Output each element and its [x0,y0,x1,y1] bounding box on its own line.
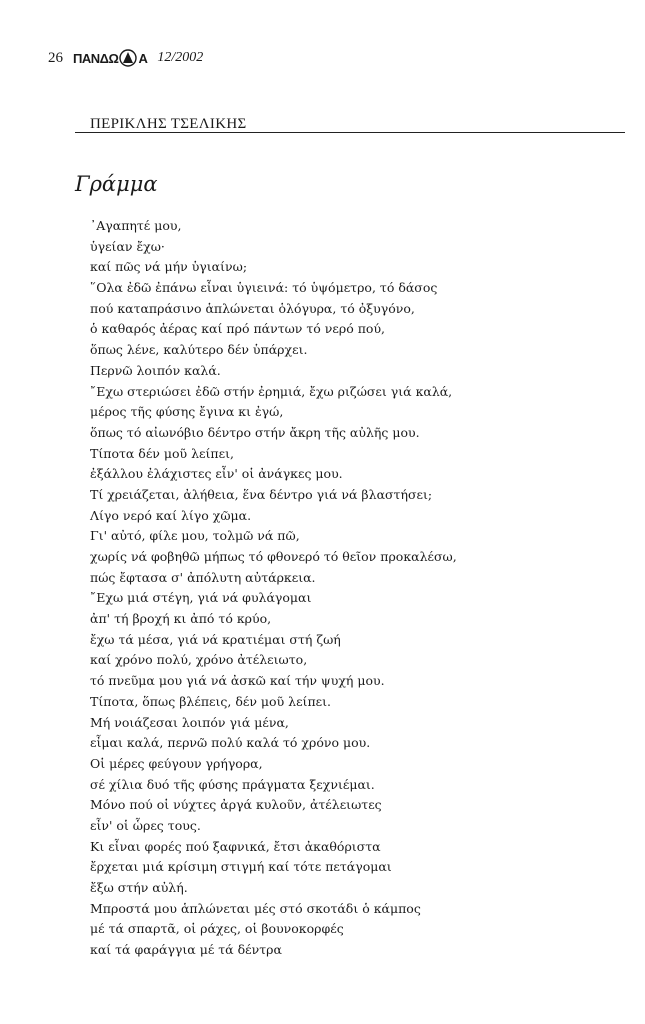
poem-line: ῎Εχω στεριώσει ἐδῶ στήν ἐρημιά, ἔχω ριζώσει γιά καλά, [90,383,453,399]
poem-line: ᾿Αγαπητέ μου, [90,218,182,233]
poem-title: Γράμμα [75,172,158,196]
author-name: ΠΕΡΙΚΛΗΣ ΤΣΕΛΙΚΗΣ [90,116,247,132]
logo-text-right: Α [138,50,148,66]
poem-line: ἔρχεται μιά κρίσιμη στιγμή καί τότε πετάγομαι [90,859,392,875]
poem-line: Λίγο νερό καί λίγο χῶμα. [90,507,252,523]
magazine-logo [73,49,147,67]
poem-line: Μπροστά μου ἁπλώνεται μές στό σκοτάδι ὁ κάμπος [90,900,421,916]
page-number: 26 [48,49,63,66]
poem-line: μέ τά σπαρτᾶ, οἱ ράχες, οἱ βουνοκορφές [90,921,344,937]
poem-line: ῞Ολα ἐδῶ ἐπάνω εἶναι ὑγιεινά: τό ὑψόμετρο, τό δάσος [90,280,438,296]
poem-line: τό πνεῦμα μου γιά νά ἀσκῶ καί τήν ψυχή μου. [90,673,385,689]
poem-line: Τίποτα δέν μοῦ λείπει, [90,445,234,461]
issue-date: 12/2002 [157,50,204,65]
poem-line: σέ χίλια δυό τῆς φύσης πράγματα ξεχνιέμαι. [90,776,375,792]
poem-line: χωρίς νά φοβηθῶ μήπως τό φθονερό τό θεῖον προκαλέσω, [90,549,457,564]
logo-text-left: ΠΑΝΔΩ [73,50,119,66]
poem-line: ἐξάλλου ἐλάχιστες εἶν' οἱ ἀνάγκες μου. [90,466,343,482]
poem-line: Τί χρειάζεται, ἀλήθεια, ἕνα δέντρο γιά νά βλαστήσει; [90,486,433,502]
header-rule [75,132,625,133]
poem-line: ἔχω τά μέσα, γιά νά κρατιέμαι στή ζωή [90,631,341,647]
poem-line: Μόνο πού οἱ νύχτες ἀργά κυλοῦν, ἀτέλειωτες [90,797,382,813]
poem-line: ὁ καθαρός ἀέρας καί πρό πάντων τό νερό πού, [90,321,386,337]
poem-line: ῎Εχω μιά στέγη, γιά νά φυλάγομαι [90,590,312,606]
poem-line: Γι' αὐτό, φίλε μου, τολμῶ νά πῶ, [90,528,300,544]
poem-line: Κι εἶναι φορές πού ξαφνικά, ἔτσι ἀκαθόριστα [90,838,381,854]
poem-line: Μή νοιάζεσαι λοιπόν γιά μένα, [90,714,289,730]
poem-line: καί χρόνο πολύ, χρόνο ἀτέλειωτο, [90,652,308,668]
poem-line: καί τά φαράγγια μέ τά δέντρα [90,942,282,958]
poem-line: εἶμαι καλά, περνῶ πολύ καλά τό χρόνο μου. [90,735,371,751]
page-header [48,46,203,70]
poem-line: καί πῶς νά μήν ὑγιαίνω; [90,259,248,275]
poem-line: μέρος τῆς φύσης ἔγινα κι ἐγώ, [90,404,284,420]
poem-line: Τίποτα, ὅπως βλέπεις, δέν μοῦ λείπει. [90,693,332,709]
poem-line: πού καταπράσινο ἁπλώνεται ὁλόγυρα, τό ὀξυγόνο, [90,300,415,316]
poem-line: ἔξω στήν αὐλή. [90,880,188,895]
poem-line: εἶν' οἱ ὧρες τους. [90,817,201,833]
poem-line: ὅπως λένε, καλύτερο δέν ὑπάρχει. [90,342,308,358]
poem-line: ὑγείαν ἔχω· [90,238,165,254]
poem-line: πώς ἔφτασα σ' ἀπόλυτη αὐτάρκεια. [90,569,316,585]
logo-emblem-icon [119,49,137,67]
poem-line: Οἱ μέρες φεύγουν γρήγορα, [90,755,263,771]
poem-line: Περνῶ λοιπόν καλά. [90,362,221,378]
poem-line: ἀπ' τή βροχή κι ἀπό τό κρύο, [90,611,272,627]
poem-body [90,216,630,961]
poem-line: ὅπως τό αἰωνόβιο δέντρο στήν ἄκρη τῆς αὐλῆς μου. [90,424,420,440]
